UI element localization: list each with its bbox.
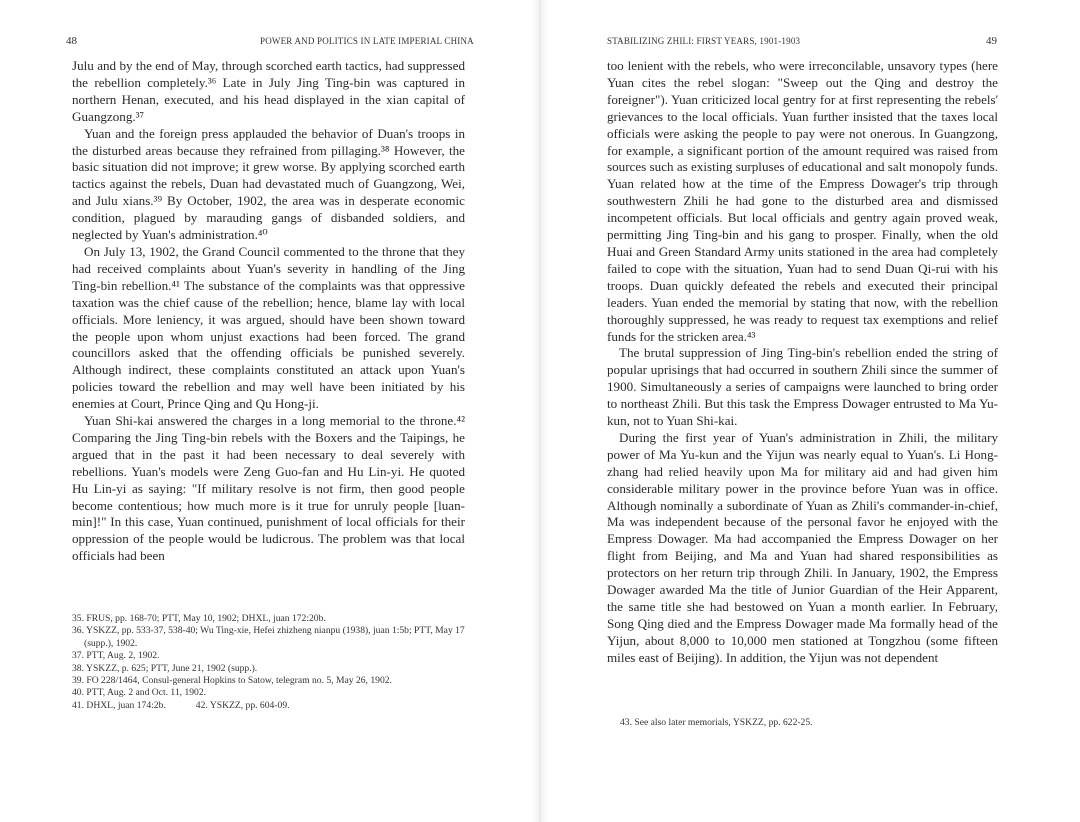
right-page [540, 0, 1080, 822]
footnote: 36. YSKZZ, pp. 533-37, 538-40; Wu Ting-xie, Hefei zhizheng nianpu (1938), juan 1:5b; PTT, May 17 (supp.), 1902. [72, 625, 465, 649]
paragraph: Yuan Shi-kai answered the charges in a long memorial to the throne.⁴² Comparing the Jing Ting-bin rebels with the Boxers and the Taipings, he argued that in the past it had been necessary to deal severely with rebellions. Yuan's models were Zeng Guo-fan and Hu Lin-yi. He quoted Hu Lin-yi as saying: "If military resolve is not firm, then good people become contentious; how much more is it true for unruly people [luan-min]!" In this case, Yuan continued, punishment of local officials for their oppression of the people would be ludicrous. The problem was that local officials had been [72, 413, 465, 564]
page-number: 48 [66, 35, 77, 47]
paragraph: Yuan and the foreign press applauded the behavior of Duan's troops in the disturbed areas because they refrained from pillaging.³⁸ However, the basic situation did not improve; it grew worse. By applying scorched earth tactics against the rebels, Duan had devastated much of Guangzong, Wei, and Julu xians.³⁹ By October, 1902, the area was in desperate economic condition, plagued by marauding gangs of disbanded soldiers, and neglected by Yuan's administration.⁴⁰ [72, 125, 465, 243]
footnote: 39. FO 228/1464, Consul-general Hopkins to Satow, telegram no. 5, May 26, 1902. [72, 675, 392, 687]
footnotes [620, 717, 1000, 729]
paragraph: too lenient with the rebels, who were irreconcilable, unsavory types (here Yuan cites the rebel slogan: "Sweep out the Qing and destroy the foreigner"). Yuan criticized local gentry for at first representing the rebels' grievances to the local officials. Yuan further insisted that the taxes local officials were asking the people to pay were not onerous. In Guangzong, for example, a significant portion of the amount required was raised from sources such as existing surpluses of educational and salt monopoly funds. Yuan related how at the time of the Empress Dowager's trip through southwestern Zhili he had gone to the disturbed area and dismissed incompetent officials. But local officials and gentry again proved weak, permitting Jing Ting-bin and his gang to prosper. Finally, when the old Huai and Green Standard Army units stationed in the area had completely failed to cope with the situation, Yuan had to send Duan Qi-rui with his troops. Duan quickly defeated the rebels and executed their principal leaders. Yuan ended the memorial by stating that now, with the rebellion thoroughly suppressed, he was ready to request tax exemptions and relief funds for the stricken area.⁴³ [607, 58, 998, 344]
body-text [72, 58, 465, 565]
running-head: POWER AND POLITICS IN LATE IMPERIAL CHINA [260, 36, 474, 46]
body-text [607, 58, 998, 667]
running-head: STABILIZING ZHILI: FIRST YEARS, 1901-1903 [607, 36, 801, 46]
footnote: 38. YSKZZ, p. 625; PTT, June 21, 1902 (supp.). [72, 662, 258, 674]
page-number: 49 [986, 35, 997, 47]
paragraph: Julu and by the end of May, through scorched earth tactics, had suppressed the rebellion completely.³⁶ Late in July Jing Ting-bin was captured in northern Henan, executed, and his head displayed in the xian capital of Guangzong.³⁷ [72, 58, 465, 124]
footnote: 37. PTT, Aug. 2, 1902. [72, 650, 160, 662]
paragraph: During the first year of Yuan's administration in Zhili, the military power of Ma Yu-kun and the Yijun was nearly equal to Yuan's. Li Hong-zhang had relied heavily upon Ma for military aid and had given him considerable military power in the province before Yuan was in office. Although nominally a subordinate of Yuan as Zhili's commander-in-chief, Ma was independent because of the personal favor he enjoyed with the Empress Dowager. Ma had accompanied the Empress Dowager on her flight from Beijing, and Ma and Yuan had shared responsibilities as protectors on her return trip through Zhili. In January, 1902, the Empress Dowager awarded Ma the title of Junior Guardian of the Heir Apparent, the same title she had bestowed on Yuan a month earlier. In February, Song Qing died and the Empress Dowager made Ma formally head of the Yijun, about 8,000 to 10,000 men stationed at Tongzhou (some fifteen miles east of Beijing). In addition, the Yijun was not dependent [607, 429, 998, 665]
footnote: 43. See also later memorials, YSKZZ, pp. 622-25. [620, 717, 813, 728]
footnote: 42. YSKZZ, pp. 604-09. [195, 699, 290, 711]
footnotes [72, 613, 469, 712]
paragraph: On July 13, 1902, the Grand Council commented to the throne that they had received complaints about Yuan's severity in handling of the Jing Ting-bin rebellion.⁴¹ The substance of the complaints was that oppressive taxation was the chief cause of the rebellion; hence, blame lay with local officials. More leniency, it was argued, should have been shown toward the people upon whom unjust exactions had been forced. The grand councillors asked that the offending officials be punished severely. Although indirect, these complaints constituted an attack upon Yuan's policies toward the rebellion and may well have been initiated by his enemies at Court, Prince Qing and Qu Hong-ji. [72, 243, 465, 412]
footnote: 41. DHXL, juan 174:2b. [72, 699, 166, 711]
footnote-row [72, 700, 469, 712]
footnote: 35. FRUS, pp. 168-70; PTT, May 10, 1902; DHXL, juan 172:20b. [72, 613, 326, 624]
footnote: 40. PTT, Aug. 2 and Oct. 11, 1902. [72, 687, 207, 699]
paragraph: The brutal suppression of Jing Ting-bin's rebellion ended the string of popular uprisings that had occurred in southern Zhili since the summer of 1900. Simultaneously a series of campaigns were launched to bring order to northeast Zhili. But this task the Empress Dowager entrusted to Ma Yu-kun, not to Yuan Shi-kai. [607, 345, 998, 429]
